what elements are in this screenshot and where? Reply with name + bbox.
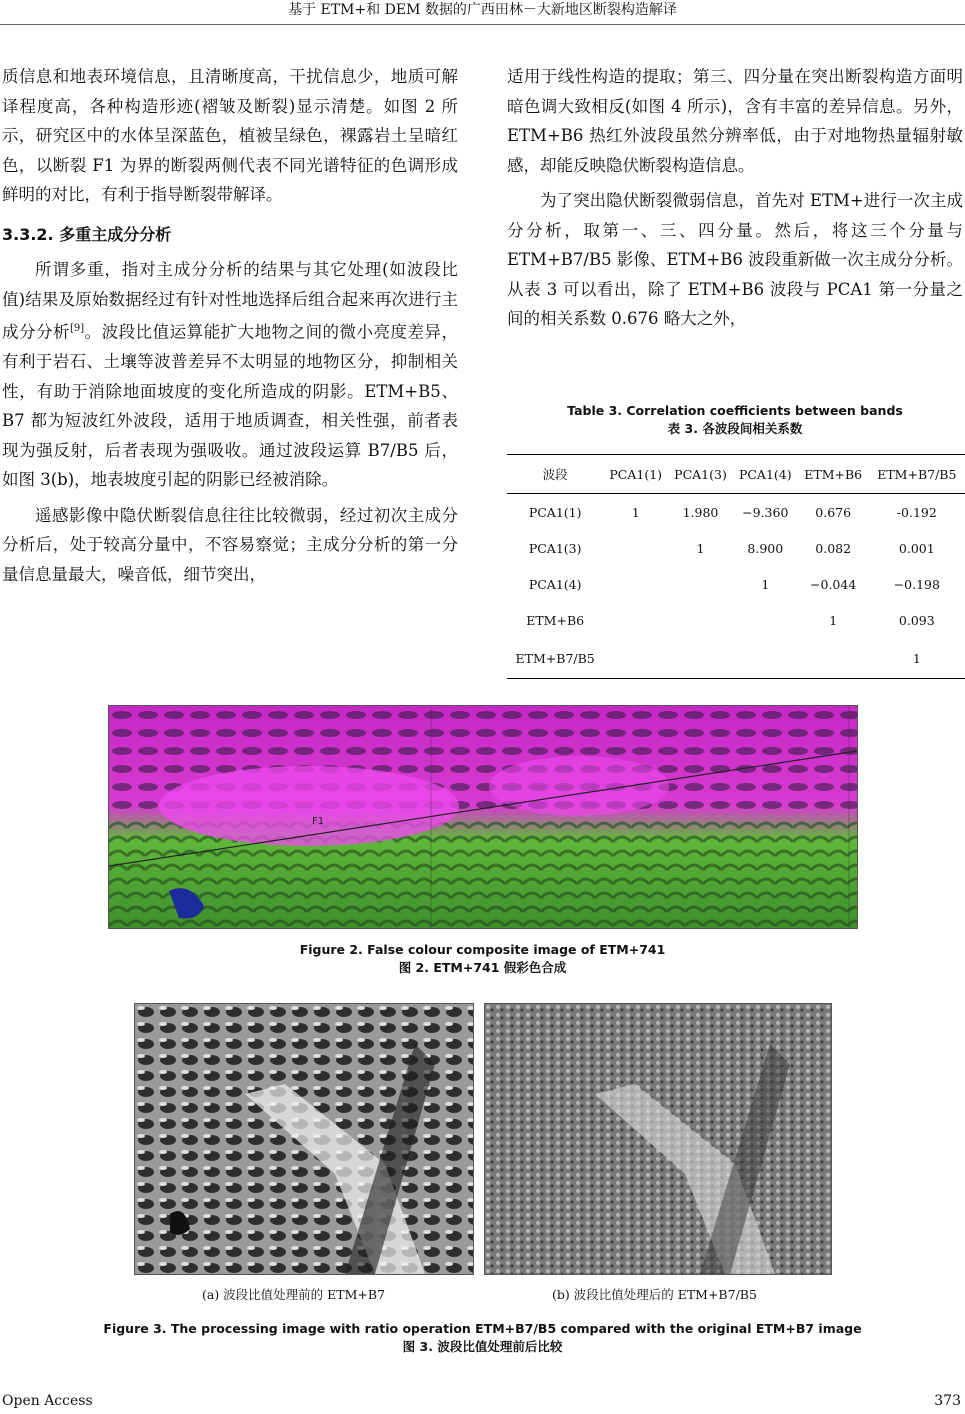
table-cell: 1 — [761, 576, 770, 592]
table-cell — [668, 638, 733, 679]
table-cell — [668, 602, 733, 638]
table-caption — [507, 402, 963, 438]
table-cell: ETM+B6 — [526, 612, 585, 628]
table-cell: 0.001 — [898, 540, 935, 556]
section-heading: 3.3.2. 多重主成分分析 — [2, 224, 172, 244]
table-row — [507, 638, 965, 679]
table-cell — [603, 638, 668, 679]
page-number: 373 — [934, 1393, 961, 1409]
left-column — [2, 62, 458, 589]
table-cell: PCA1(4) — [528, 576, 582, 592]
table-row — [507, 602, 965, 638]
table-cell — [733, 602, 798, 638]
figure-3-caption-en: Figure 3. The processing image with ratio operation ETM+B7/B5 compared with the original ETM+B7 image — [103, 1321, 862, 1336]
fig2-bare-rock — [159, 766, 459, 846]
table-cell: 1.980 — [682, 504, 719, 520]
table-header-cell: 波段 — [507, 455, 603, 494]
table-cell: 0.676 — [815, 504, 852, 520]
figure-2-caption-zh: 图 2. ETM+741 假彩色合成 — [398, 960, 567, 975]
table-row — [507, 530, 965, 566]
table-cell: 1 — [869, 638, 965, 679]
paragraph: 为了突出隐伏断裂微弱信息，首先对 ETM+进行一次主成分分析，取第一、三、四分量。然后，将这三个分量与 ETM+B7/B5 影像、ETM+B6 波段重新做一次主成分分析。从表 3 可以看出，除了 ETM+B6 波段与 PCA1 第一分量之间的相关系数 0.676 略大之外， — [507, 191, 963, 328]
table-cell — [603, 566, 668, 602]
table-row — [507, 494, 965, 531]
table-caption-zh: 表 3. 各波段间相关系数 — [667, 421, 803, 436]
footer-open-access: Open Access — [2, 1393, 93, 1409]
figure-3a-subcaption: (a) 波段比值处理前的 ETM+B7 — [202, 1287, 386, 1302]
paragraph: 质信息和地表环境信息，且清晰度高，干扰信息少，地质可解译程度高，各种构造形迹(褶皱及断裂)显示清楚。如图 2 所示，研究区中的水体呈深蓝色，植被呈绿色，裸露岩土呈暗红色，以断裂 F1 为界的断裂两侧代表不同光谱特征的色调形成鲜明的对比，有利于指导断裂带解译。 — [2, 67, 458, 204]
table-header-cell: PCA1(1) — [603, 455, 668, 494]
figure-2-caption — [0, 941, 965, 977]
table-cell: -0.192 — [896, 504, 937, 520]
table-cell: −0.044 — [810, 576, 857, 592]
paragraph — [2, 255, 458, 495]
table-cell: PCA1(3) — [528, 540, 582, 556]
correlation-table — [507, 454, 965, 679]
paragraph: 遥感影像中隐伏断裂信息往往比较微弱，经过初次主成分分析后，处于较高分量中，不容易察觉；主成分分析的第一分量信息量最大，噪音低，细节突出， — [2, 505, 458, 584]
paragraph: 适用于线性构造的提取；第三、四分量在突出断裂构造方面明暗色调大致相反(如图 4 所示)，含有丰富的差异信息。另外，ETM+B6 热红外波段虽然分辨率低，由于对地物热量辐射敏感，却能反映隐伏断裂构造信息。 — [507, 67, 963, 175]
table-header-row — [507, 455, 965, 494]
paragraph-text: 。波段比值运算能扩大地物之间的微小亮度差异，有利于岩石、土壤等波普差异不太明显的地物区分，抑制相关性，有助于消除地面坡度的变化所造成的阴影。ETM+B5、B7 都为短波红外波段，适用于地质调查，相关性强，前者表现为强反射，后者表现为强吸收。通过波段运算 B7/B5 后，如图 3(b)，地表坡度引起的阴影已经被消除。 — [2, 322, 459, 489]
figure-3b-subcaption: (b) 波段比值处理后的 ETM+B7/B5 — [552, 1287, 757, 1302]
table-cell: 1 — [631, 504, 640, 520]
fig2-bare-rock — [489, 756, 669, 816]
table-cell: 8.900 — [747, 540, 784, 556]
header-rule — [0, 24, 965, 25]
table-cell — [668, 566, 733, 602]
table-header-cell: ETM+B7/B5 — [869, 455, 965, 494]
fault-label: F1 — [312, 816, 325, 827]
table-cell — [798, 638, 869, 679]
table-header-cell: PCA1(3) — [668, 455, 733, 494]
figure-3a-image — [134, 1003, 474, 1275]
table-header-cell: PCA1(4) — [733, 455, 798, 494]
table-cell: ETM+B7/B5 — [507, 638, 603, 679]
table-header-cell: ETM+B6 — [798, 455, 869, 494]
figure-3-caption-zh: 图 3. 波段比值处理前后比较 — [402, 1339, 563, 1354]
table-cell: 0.082 — [815, 540, 852, 556]
table-cell — [733, 638, 798, 679]
table-row — [507, 566, 965, 602]
paragraph-text: 所谓多重，指对主成分分析的结果与其它处理(如波段比值)结果及原始数据经过有针对性地选择后组合起来再次进行主成分分析 — [2, 260, 458, 342]
figure-2-caption-en: Figure 2. False colour composite image of ETM+741 — [299, 942, 666, 957]
table-cell — [603, 530, 668, 566]
right-column — [507, 62, 963, 334]
running-header: 基于 ETM+和 DEM 数据的广西田林－大新地区断裂构造解译 — [288, 2, 677, 18]
figure-2-image — [108, 705, 858, 929]
table-cell — [603, 602, 668, 638]
figure-3-caption — [0, 1320, 965, 1356]
table-cell: PCA1(1) — [528, 504, 582, 520]
table-cell: −0.198 — [893, 576, 940, 592]
table-cell: 0.093 — [898, 612, 935, 628]
table-cell: 1 — [696, 540, 705, 556]
table-caption-en: Table 3. Correlation coefficients between bands — [567, 403, 903, 418]
reference-link[interactable]: [9] — [69, 323, 85, 334]
table-cell: −9.360 — [742, 504, 789, 520]
table-cell: 1 — [829, 612, 838, 628]
figure-3b-image — [484, 1003, 832, 1275]
